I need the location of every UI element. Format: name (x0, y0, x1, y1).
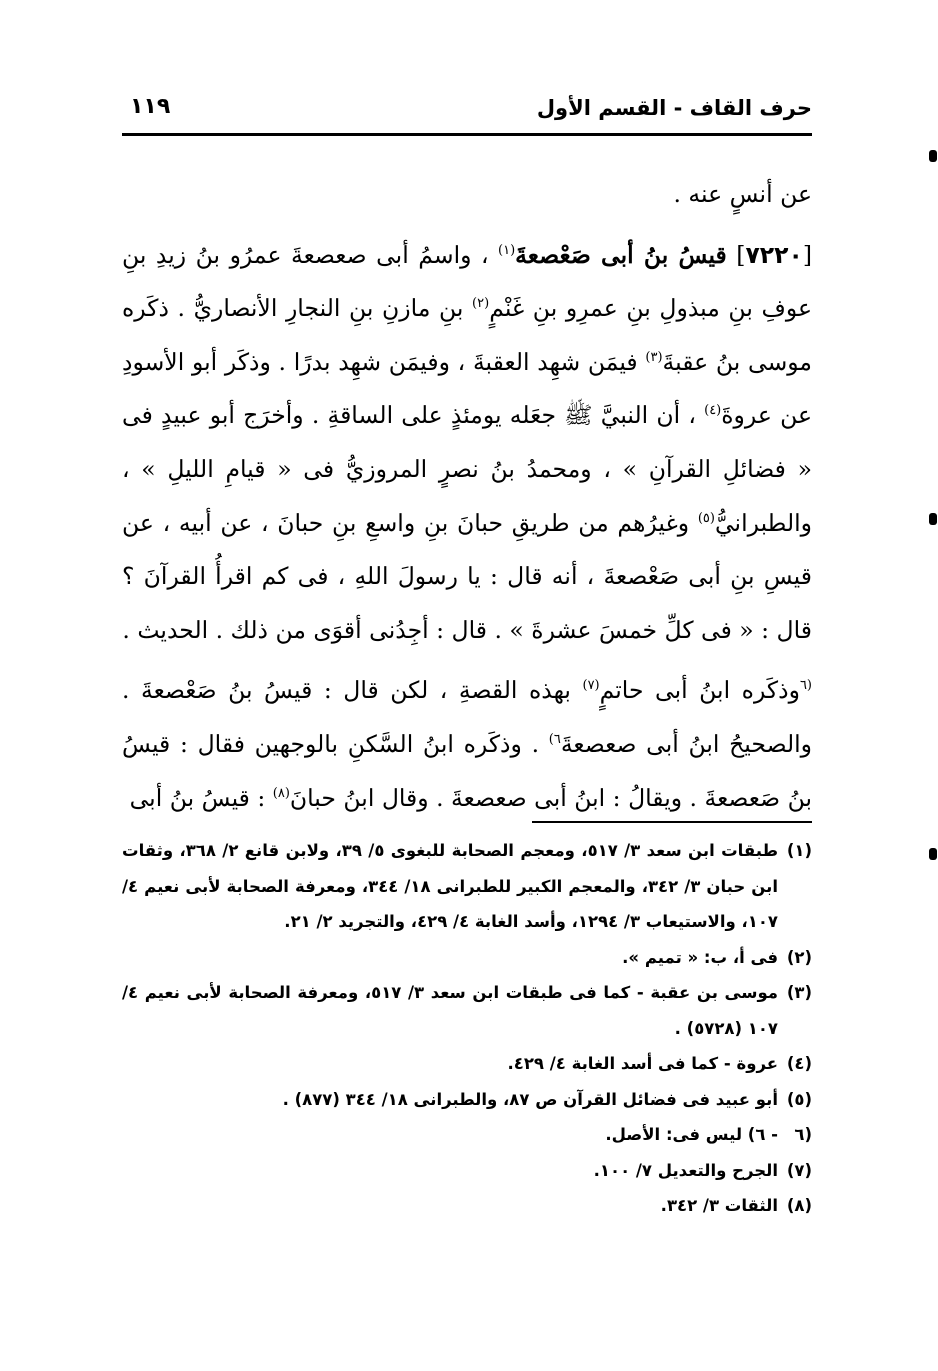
entry-text: فيمَن شهِد العقبةَ ، وفيمَن شهِد بدرًا . وذكَر أبو الأسودِ عن عروةَ (122, 347, 812, 430)
entry-bracket-open: [ (802, 240, 812, 269)
footnote (122, 1046, 812, 1082)
continuation-line: عن أنسٍ عنه . (673, 180, 812, 208)
second-paragraph (122, 664, 812, 825)
footnote-text: الثقات ٣/ ٣٤٢. (660, 1196, 778, 1215)
footnote-number: (٣) (786, 983, 812, 1002)
footnote (122, 1082, 812, 1118)
paragraph-text: : قيسُ بنُ أبى (129, 783, 273, 812)
footnote (122, 1188, 812, 1224)
entry-name: قيسُ بنُ أبى صَعْصعةَ (515, 240, 727, 269)
running-title: حرف القاف - القسم الأول (536, 96, 812, 120)
entry-bracket-close: ] (736, 240, 746, 269)
entry-text: ، واسمُ أبى صعصعةَ عمرُو بنُ زيدِ بنِ عوفِ بنِ مبذولِ بنِ عمرِو بنِ غَنْمٍ (122, 240, 812, 323)
footnote-number: (٢) (786, 947, 812, 967)
entry-text: وغيرُهم من طريقِ حبانَ بنِ واسعِ بنِ حبانَ ، عن أبيه ، عن قيسِ بنِ أبى صَعْصعةَ ، أنه قال : يا رسولَ اللهِ ، فى كم اقرأُ القرآنَ ؟ قال : « فى كلِّ خمسَ عشرةَ » . قال : أجِدُنى أقوَى من ذلك . الحديث . (122, 508, 812, 644)
footnote-ref: (٦ (799, 678, 812, 694)
footnote-number: (١) (786, 841, 812, 860)
footnote-text: موسى بن عقبة - كما فى طبقات ابن سعد ٣/ ٥١٧، ومعرفة الصحابة لأبى نعيم ٤/ ١٠٧ (٥٧٢٨) . (122, 983, 778, 1038)
footnote-text: أبو عبيد فى فضائل القرآن ص ٨٧، والطبرانى ١٨/ ٣٤٤ (٨٧٧) . (282, 1089, 778, 1109)
footnote-ref: ٦) (548, 732, 561, 748)
footnote-number: (٧) (786, 1160, 812, 1180)
page-header (122, 88, 812, 128)
footnote-number: (٨) (786, 1196, 812, 1215)
footnote-text: - ٦) ليس فى: الأصل. (605, 1125, 778, 1144)
entry-paragraph (122, 229, 812, 658)
footnote (122, 940, 812, 976)
footnote-text: طبقات ابن سعد ٣/ ٥١٧، ومعجم الصحابة للبغوى ٥/ ٣٩، ولابن قانع ٢/ ٣٦٨، وثقات ابن حبان ٣/ ٣٤٢، والمعجم الكبير للطبرانى ١٨/ ٣٤٤، ومعرفة الصحابة لأبى نعيم ٤/ ١٠٧، والاستيعاب ٣/ ١٢٩٤، وأسد الغابة ٤/ ٤٢٩، والتجريد ٢/ ٢١. (122, 841, 778, 931)
footnote-number: (٥) (786, 1089, 812, 1109)
entry-text: ، أن النبيَّ ﷺ جعَله يومئذٍ على الساقةِ . وأخرَج أبو عبيدٍ فى « فضائلِ القرآنِ » ، ومحمدُ بنُ نصرٍ المروزيُّ فى « قيامِ الليلِ » ، والطبرانيُّ (122, 401, 812, 537)
main-text (122, 168, 812, 825)
footnote (122, 1153, 812, 1189)
entry-number: ٧٢٢٠ (745, 240, 803, 269)
footnote-text: الجرح والتعديل ٧/ ١٠٠. (593, 1160, 778, 1180)
entry-text: بنِ مازنِ بنِ النجارِ الأنصاريُّ . ذكَره موسى بنُ عقبةَ (122, 294, 812, 376)
footnote-ref: (٧) (582, 678, 600, 694)
footnote (122, 833, 812, 940)
paragraph-text: . وذكَره ابنُ السَّكنِ بالوجهين فقال : قيسُ بنُ صَعصعةَ . ويقالُ : ابنُ أبى صعصعةَ . وقال ابنُ حبانَ (122, 729, 812, 812)
footnote-ref: (٤) (704, 403, 722, 419)
footnote-number: (٤) (786, 1054, 812, 1073)
binding-mark (929, 848, 937, 860)
binding-mark (929, 513, 937, 525)
binding-mark (929, 150, 937, 162)
page-number: ١١٩ (130, 94, 171, 119)
footnote-ref: (٣) (645, 349, 663, 365)
footnote (122, 1117, 812, 1153)
footnotes (122, 833, 812, 1224)
footnote-text: عروة - كما فى أسد الغابة ٤/ ٤٢٩. (507, 1054, 778, 1073)
footnote-rule (532, 821, 812, 823)
footnote-ref: (٨) (272, 785, 290, 801)
paragraph-text: بهذه القصةِ ، لكن قال : قيسُ بنُ صَعْصعةَ . والصحيحُ ابنُ أبى صعصعةَ (122, 676, 812, 758)
footnote-ref: (١) (498, 242, 516, 258)
footnote-text: فى أ، ب: « تميم ». (622, 947, 778, 967)
paragraph-text: وذكَره ابنُ أبى حاتمٍ (599, 676, 800, 705)
footnote-number: (٦ (794, 1125, 812, 1144)
footnote-ref: (٥) (697, 510, 715, 526)
footnote-ref: (٢) (472, 296, 490, 312)
footnote (122, 975, 812, 1046)
header-rule (122, 133, 812, 136)
